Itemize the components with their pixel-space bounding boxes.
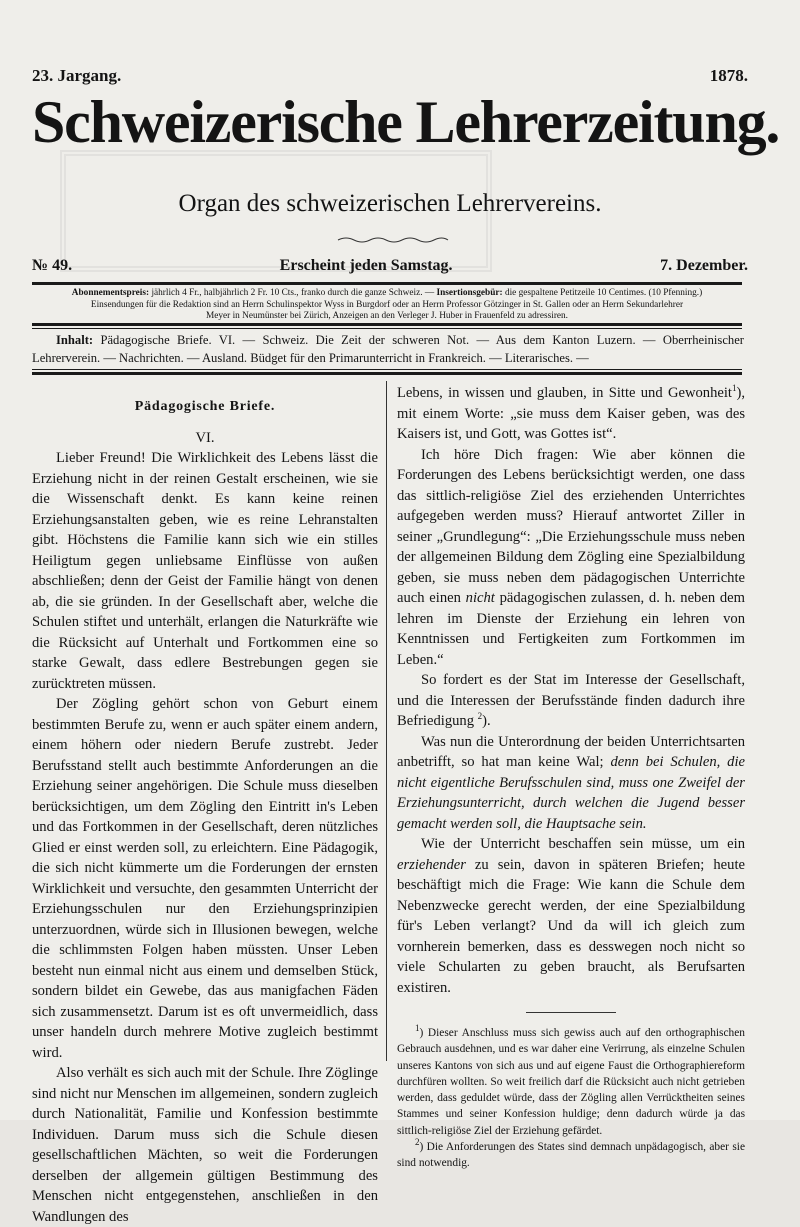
article-paragraph: Lebens, in wissen und glauben, in Sitte und Gewonheit$^1$), mit einem Worte: „sie muss dem Kaiser geben, was des Kaisers ist, und Gott, was Gottes ist“. (397, 383, 745, 442)
rule-thin (32, 369, 742, 370)
right-column (397, 383, 745, 1172)
article-paragraph: Wie der Unterricht beschaffen sein müsse, um ein erziehender zu sein, davon in späteren Briefen; heute beschäftigt mich die Frage: Wie kann die Schule dem Nebenzwecke gerecht werden, der eine Spezialbildung für's Leben verlangt? Und da will ich gleich zum vornherein bemerken, dass es desswegen noch nicht so viele Schularten zu geben braucht, als Berufsarten existiren. (397, 836, 745, 996)
footnote-2: $^2$) Die Anforderungen des States sind demnach unpädagogisch, aber sie sind notwendig. (397, 1137, 745, 1170)
rule-thick (32, 282, 742, 285)
subscription-info (32, 288, 742, 323)
subscription-price: jährlich 4 Fr., halbjährlich 2 Fr. 10 Cts., franko durch die ganze Schweiz. — (151, 288, 435, 298)
rule-thick (32, 372, 742, 375)
volume-label: 23. Jargang. (32, 66, 122, 85)
article-paragraph: Ich höre Dich fragen: Wie aber können die Forderungen des Lebens berücksichtigt werden, one dass das sittlich-religiöse Ziel des erziehenden Unterrichtes aufgegeben werden muss? Hierauf antwortet Ziller in seiner „Grundlegung“: „Die Erziehungsschule muss neben der allgemeinen Bildung dem Zögling eine Spezialbildung geben, sie muss neben dem pädagogischen Unterrichte auch einen nicht pädagogischen zulassen, d. h. neben dem lehren im Dienste der Erziehung ein lehren von Kenntnissen und Fertigkeiten zum Fortkommen im Leben.“ (397, 446, 745, 668)
footnote-ref: 2 (477, 711, 483, 722)
subscription-price-label: Abonnementspreis: (71, 288, 150, 298)
contents-label: Inhalt: (56, 333, 94, 347)
ornament-divider (338, 236, 448, 244)
emphasis: erziehender (397, 856, 466, 873)
rule-thin (32, 328, 742, 329)
masthead-title: Schweizerische Lehrerzeitung. (32, 89, 780, 155)
issue-number: № 49. (32, 257, 73, 274)
footnote-ref: 1 (731, 383, 737, 394)
article-paragraph: Lieber Freund! Die Wirklichkeit des Lebens lässt die Erziehung nicht in der reinen Gestalt erscheinen, wie sie die Wissenschaft denkt. Es kann keine reinen Erziehungsanstalten geben, wie es reine Lehranstalten gibt. Höchstens die Familie kann sich wie ein stilles Heiligtum gegen unliebsame Einflüsse von außen abschließen; denn der Geist der Familie hängt von denen ab, die sie gründen. In der Gesellschaft aber, welche die Schulen stiftet und unterhält, erlangen die Naturkräfte wie die Rücksicht auf Unterhalt und Fortkommen eine so starke Gewalt, dass edlere Bestrebungen gegen sie zurücktreten müssen. (32, 450, 378, 692)
footnote-1: $^1$) Dieser Anschluss muss sich gewiss auch auf den orthographischen Gebrauch ausdehnen, und es war daher eine Verirrung, als einzelne Schulen unseres Kantons von sich aus und auf eigene Faust die Orthographiereform durchfüren wollten. So weit freilich darf die Rücksicht auch nicht getrieben werden, dass geduldet würde, dass der Zögling allen Verrücktheiten seines Stammes und seiner Konfession huldige; denn dadurch würde ja das sittlich-religiöse Ziel der Erziehung gefärdet. (397, 1023, 745, 1137)
column-divider (386, 381, 387, 1061)
insertion-fee-label: Insertionsgebür: (436, 288, 503, 298)
article-paragraph: Also verhält es sich auch mit der Schule. Ihre Zöglinge sind nicht nur Menschen im allgemeinen, sondern zugleich durch Nationalität, Familie und Konfession bestimmte Individuen. Darum muss sich die Schule diesen gesellschaftlichen Mächten, so weit die Forderungen derselben der allgemein gültigen Bestimmung des Menschen nicht entgegenstehen, anschließen in den Wandlungen des (32, 1065, 378, 1225)
footnote-rule (526, 1012, 616, 1013)
year-label: 1878. (709, 66, 748, 85)
subscription-line-1 (32, 288, 742, 300)
article-paragraph: Was nun die Unterordnung der beiden Unterrichtsarten anbetrifft, so hat man keine Wal; denn bei Schulen, die nicht eigentliche Berufsschulen sind, muss one Zweifel der Erziehungsunterricht, durch welchen die Jugend besser gemacht werden soll, die Hauptsache sein. (397, 733, 745, 832)
table-of-contents (32, 331, 744, 367)
article-title: Pädagogische Briefe. (134, 399, 276, 414)
masthead-subtitle: Organ des schweizerischen Lehrervereins. (178, 190, 602, 217)
subscription-line-3: Meyer in Neumünster bei Zürich, Anzeigen an den Verleger J. Huber in Frauenfeld zu adressiren. (205, 311, 569, 321)
left-column (32, 383, 378, 1227)
article-part-number: VI. (195, 429, 215, 446)
publication-schedule: Erscheint jeden Samstag. (279, 257, 453, 274)
subscription-line-2: Einsendungen für die Redaktion sind an Herrn Schulinspektor Wyss in Burgdorf oder an Herrn Professor Götzinger in St. Gallen oder an Herrn Sekundarlehrer (90, 299, 684, 310)
insertion-fee: die gespaltene Petitzeile 10 Centimes. (10 Pfenning.) (504, 288, 703, 298)
rule-thick (32, 323, 742, 326)
top-line (32, 66, 748, 86)
article-paragraph: So fordert es der Stat im Interesse der Gesellschaft, und die Interessen der Berufsstände finden dadurch ihre Befriedigung $^2$). (397, 672, 745, 729)
emphasis: nicht (465, 590, 495, 606)
issue-line (32, 257, 748, 275)
contents-text: Pädagogische Briefe. VI. — Schweiz. Die Zeit der schweren Not. — Aus dem Kanton Luzern. — Oberrheinischer Lehrerverein. — Nachrichten. — Ausland. Büdget für den Primarunterricht in Frankreich. — Literarisches. — (32, 333, 744, 365)
emphasis: denn bei Schulen, die nicht eigentliche Berufsschulen sind, muss one Zweifel der Erziehungsunterricht, durch welchen die Jugend besser gemacht werden soll, die Hauptsache sein. (397, 754, 745, 832)
issue-date: 7. Dezember. (660, 257, 748, 274)
article-paragraph: Der Zögling gehört schon von Geburt einem bestimmten Berufe zu, wenn er auch später einem andern, einem höhern oder niedern Berufe zustrebt. Jeder Berufsstand stellt auch bestimmte Anforderungen an die Erziehung seiner angehörigen. Die Schule muss dieselben berücksichtigen, um dem Zögling den Eintritt in's Leben und das Fortkommen in der Gesellschaft, deren nützliches Glied er einst werden soll, zu erleichtern. Eine Pädagogik, die sich nicht kümmerte um die Forderungen der ernsten Wirklichkeit und versuchte, den gesammten Unterricht der Erziehungsschulen nur den Erziehungsprinzipien unterzuordnen, würde sich in Illusionen bewegen, welche die schlimmsten Folgen haben müssten. Unser Leben besteht nun einmal nicht aus einem und demselben Stück, sondern bildet ein Gewebe, das aus manigfachen Fäden sich zusammensetzt. Darum ist es oft unvermeidlich, dass unser handeln durch mehrere Motive zugleich bestimmt wird. (32, 696, 378, 1061)
